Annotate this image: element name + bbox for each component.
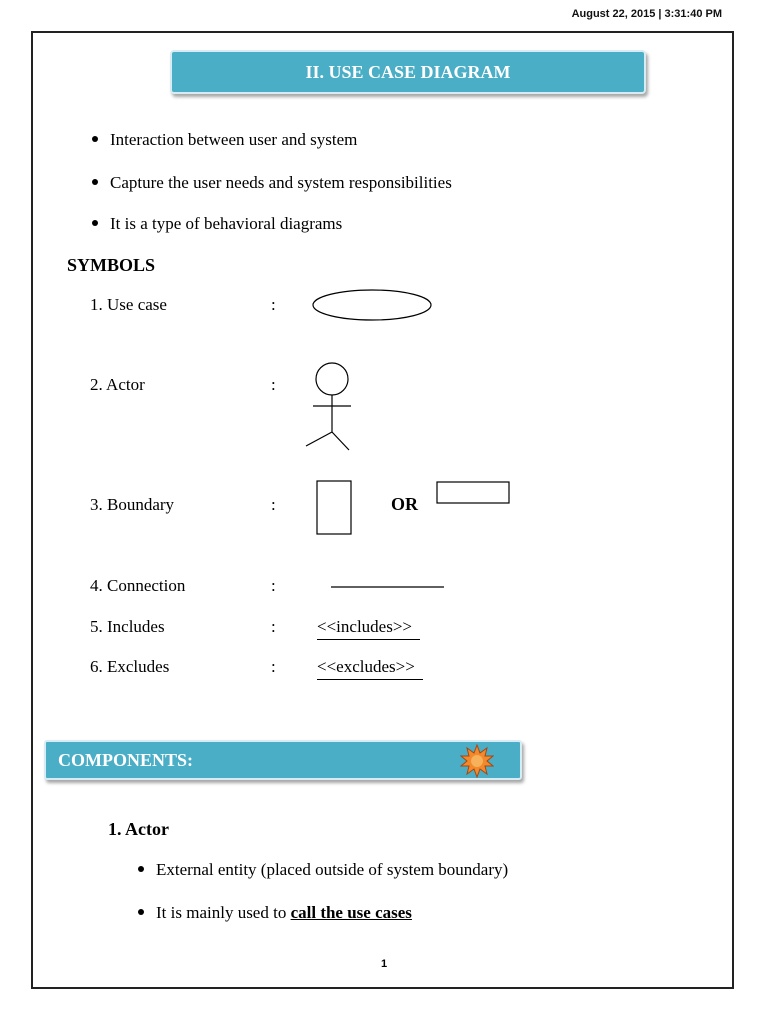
connection-line-icon xyxy=(330,585,446,589)
symbol-label-excludes: 6. Excludes xyxy=(90,657,170,676)
actor-subheading: 1. Actor xyxy=(108,819,169,839)
symbol-label-connection: 4. Connection xyxy=(90,576,186,595)
intro-bullet-1 xyxy=(92,130,357,150)
use-case-ellipse-icon xyxy=(311,288,435,322)
bullet-dot-icon xyxy=(92,220,98,226)
actor-bullet-emphasis: call the use cases xyxy=(290,903,412,922)
actor-bullet-2 xyxy=(138,903,412,923)
components-banner xyxy=(44,740,522,780)
page-timestamp: August 22, 2015 | 3:31:40 PM xyxy=(571,8,722,20)
excludes-stereotype: <<excludes>> xyxy=(317,657,423,680)
boundary-or-text: OR xyxy=(391,494,418,514)
boundary-vertical-rect-icon xyxy=(316,480,353,536)
actor-bullet-text: It is mainly used to xyxy=(156,903,291,922)
boundary-horizontal-rect-icon xyxy=(436,481,512,505)
actor-bullet-text: External entity (placed outside of system boundary) xyxy=(156,860,509,879)
intro-bullet-text: Interaction between user and system xyxy=(110,130,358,149)
symbol-label-use-case: 1. Use case xyxy=(90,295,167,314)
symbol-colon: : xyxy=(271,495,276,514)
starburst-icon xyxy=(460,744,494,778)
symbol-colon: : xyxy=(271,657,276,676)
intro-bullet-text: Capture the user needs and system responsibilities xyxy=(110,173,452,192)
bullet-dot-icon xyxy=(138,866,144,872)
symbol-label-includes: 5. Includes xyxy=(90,617,165,636)
symbol-colon: : xyxy=(271,375,276,394)
page-number: 1 xyxy=(380,958,388,970)
intro-bullet-text: It is a type of behavioral diagrams xyxy=(110,214,343,233)
symbol-colon: : xyxy=(271,617,276,636)
symbol-label-actor: 2. Actor xyxy=(90,375,145,394)
bullet-dot-icon xyxy=(138,909,144,915)
title-banner xyxy=(170,50,646,94)
symbol-colon: : xyxy=(271,295,276,314)
intro-bullet-2 xyxy=(92,173,452,193)
components-heading: COMPONENTS: xyxy=(58,749,193,770)
actor-stick-figure-icon xyxy=(302,362,358,452)
includes-stereotype: <<includes>> xyxy=(317,617,420,640)
symbols-heading: SYMBOLS xyxy=(67,255,156,275)
symbol-colon: : xyxy=(271,576,276,595)
intro-bullet-3 xyxy=(92,214,342,234)
bullet-dot-icon xyxy=(92,179,98,185)
actor-bullet-1 xyxy=(138,860,508,880)
symbol-label-boundary: 3. Boundary xyxy=(90,495,175,514)
page-title: II. USE CASE DIAGRAM xyxy=(305,61,511,82)
bullet-dot-icon xyxy=(92,136,98,142)
